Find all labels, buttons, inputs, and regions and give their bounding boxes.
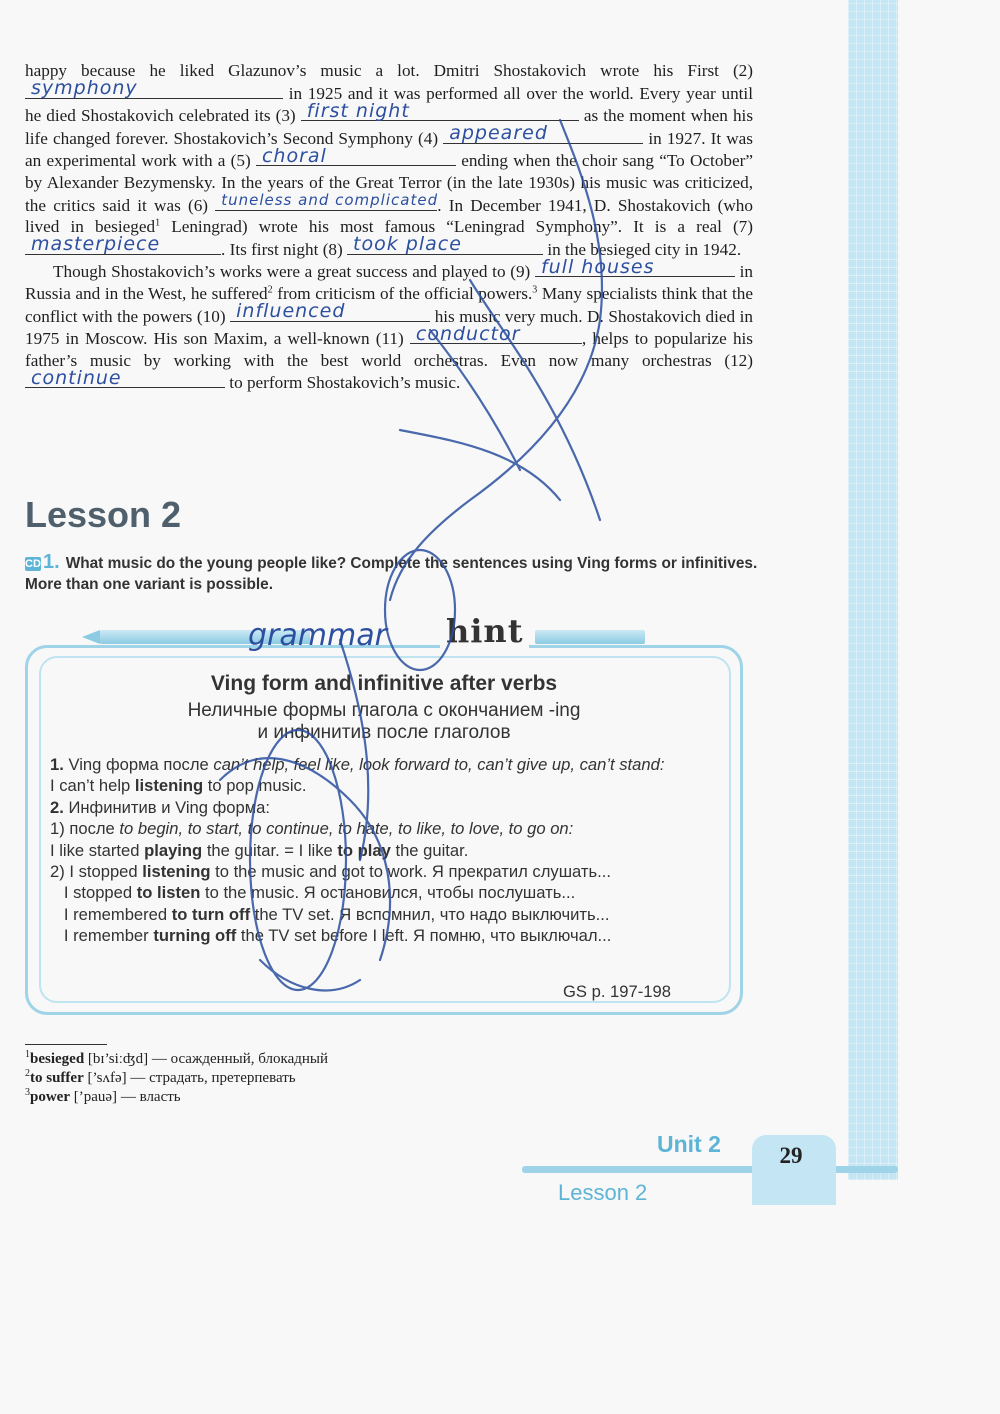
- footnotes: [25, 1050, 328, 1107]
- handwritten-answer: full houses: [540, 255, 655, 278]
- reading-passage: [25, 60, 753, 394]
- grammar-reference: GS p. 197-198: [563, 982, 671, 1001]
- handwritten-answer: influenced: [236, 299, 346, 322]
- answer-blank-10[interactable]: [230, 299, 430, 322]
- task-text: What music do the young people like? Complete the sentences using Ving forms or infinitives. More than one variant is possible.: [25, 555, 758, 593]
- text-run: in 1925 and it was performed all over the world. Every year until he died Shostakovich celebrated its (3): [25, 83, 753, 126]
- text-run: , helps to popularize his father’s music by working with the best world orchestras. Even now many orchestras (12): [25, 329, 753, 370]
- handwritten-answer: masterpiece: [31, 233, 161, 256]
- answer-blank-5[interactable]: [256, 144, 456, 167]
- paragraph-1: [25, 60, 753, 260]
- text-run: his music very much. D. Shostakovich died in 1975 in Moscow. His son Maxim, a well-known (11): [25, 306, 754, 349]
- text-run: from criticism of the official powers.: [277, 283, 533, 303]
- rule-1: 1. Ving форма после can’t help, feel like, look forward to, can’t give up, can’t stand:: [50, 755, 665, 774]
- hint-label: hint: [440, 612, 529, 650]
- rule-1-example: I can’t help listening to pop music.: [50, 776, 307, 796]
- text-run: happy because he liked Glazunov’s music a lot. Dmitri Shostakovich wrote his First (2): [25, 61, 753, 80]
- rule-2-5: I remember turning off the TV set before I left. Я помню, что выключал...: [63, 926, 612, 946]
- answer-blank-9[interactable]: [535, 255, 735, 278]
- text-run: in 1927. It was an experimental work with a (5): [25, 128, 753, 171]
- unit-label: Unit 2: [657, 1131, 721, 1157]
- rule-2-1: 1) после to begin, to start, to continue, to hate, to like, to love, to go on:: [50, 819, 574, 839]
- hint-subtitle: [25, 700, 743, 744]
- handwritten-answer: took place: [353, 233, 462, 256]
- answer-blank-2[interactable]: [25, 77, 283, 99]
- text-run: Leningrad) wrote his most famous “Leningrad Symphony”. It is a real (7): [171, 217, 754, 237]
- handwritten-grammar-word: grammar: [248, 618, 387, 653]
- text-run: as the moment when his life changed forever. Shostakovich’s Second Symphony (4): [25, 106, 754, 148]
- footnote-2: $^2$to suffer [’sʌfə] — страдать, претерпевать: [25, 1068, 296, 1086]
- rule-2-3: I stopped to listen to the music. Я остановился, чтобы послушать...: [63, 883, 576, 903]
- answer-blank-7[interactable]: [25, 233, 221, 256]
- footer-bar: [522, 1166, 898, 1173]
- text-run: . In December 1941, D. Shostakovich (who lived in besieged: [25, 195, 753, 237]
- answer-blank-3[interactable]: [301, 99, 579, 122]
- cd-icon: CD: [25, 557, 41, 570]
- text-run: in Russia and in the West, he suffered: [25, 262, 754, 303]
- task-1-instructions: [25, 552, 760, 595]
- subtitle-line: и инфинитив после глаголов: [257, 722, 511, 743]
- rule-2: 2. Инфинитив и Ving форма:: [50, 797, 270, 817]
- subtitle-line: Неличные формы глагола с окончанием -ing: [187, 700, 581, 721]
- handwritten-answer: choral: [261, 144, 327, 167]
- rule-2-4: I remembered to turn off the TV set. Я вспомнил, что надо выключить...: [63, 904, 610, 924]
- lesson-heading: Lesson 2: [25, 494, 182, 535]
- text-run: Though Shostakovich’s works were a great success and played to (9): [53, 262, 531, 282]
- text-run: ending when the choir sang “To October” by Alexander Bezymensky. In the years of the Great Terror (in the late 1930s) his music was criticized, the critics said it was (6): [25, 151, 753, 215]
- handwritten-answer: appeared: [449, 122, 548, 145]
- footnote-marker: 1: [155, 217, 161, 229]
- footnote-1: $^1$besieged [bɪ’siːʤd] — осажденный, блокадный: [25, 1049, 329, 1067]
- text-run: . Its first night (8): [221, 239, 343, 259]
- handwritten-answer: conductor: [415, 322, 521, 345]
- rule-2-2: 2) I stopped listening to the music and got to work. Я прекратил слушать...: [50, 862, 611, 882]
- lesson-label: Lesson 2: [558, 1180, 648, 1205]
- answer-blank-6[interactable]: [215, 190, 439, 211]
- right-margin-strip: [848, 0, 898, 1180]
- text-run: to perform Shostakovich’s music.: [229, 373, 461, 393]
- hint-rules: [50, 754, 735, 947]
- page-number: 29: [779, 1143, 803, 1168]
- answer-blank-4[interactable]: [443, 122, 643, 145]
- handwritten-answer: symphony: [31, 77, 138, 99]
- hint-title: Ving form and infinitive after verbs: [210, 672, 558, 695]
- footnote-marker: 3: [532, 284, 538, 296]
- handwritten-answer: continue: [31, 366, 122, 389]
- paragraph-2: [25, 255, 754, 394]
- answer-blank-12[interactable]: [25, 366, 225, 389]
- footnote-divider: [25, 1044, 107, 1045]
- footnote-3: $^3$power [’pauə] — власть: [25, 1087, 181, 1105]
- handwritten-answer: tuneless and complicated: [221, 190, 439, 209]
- answer-blank-11[interactable]: [410, 322, 582, 345]
- handwritten-answer: first night: [306, 99, 410, 122]
- text-run: Many specialists think that the conflict with the powers (10): [25, 283, 754, 326]
- footnote-marker: 2: [267, 284, 273, 296]
- task-number: 1.: [43, 551, 60, 573]
- text-run: in the besieged city in 1942.: [547, 239, 742, 259]
- answer-blank-8[interactable]: [347, 233, 543, 256]
- rule-2-1-example: I like started playing the guitar. = I like to play the guitar.: [50, 840, 469, 860]
- pencil-icon: [535, 630, 645, 644]
